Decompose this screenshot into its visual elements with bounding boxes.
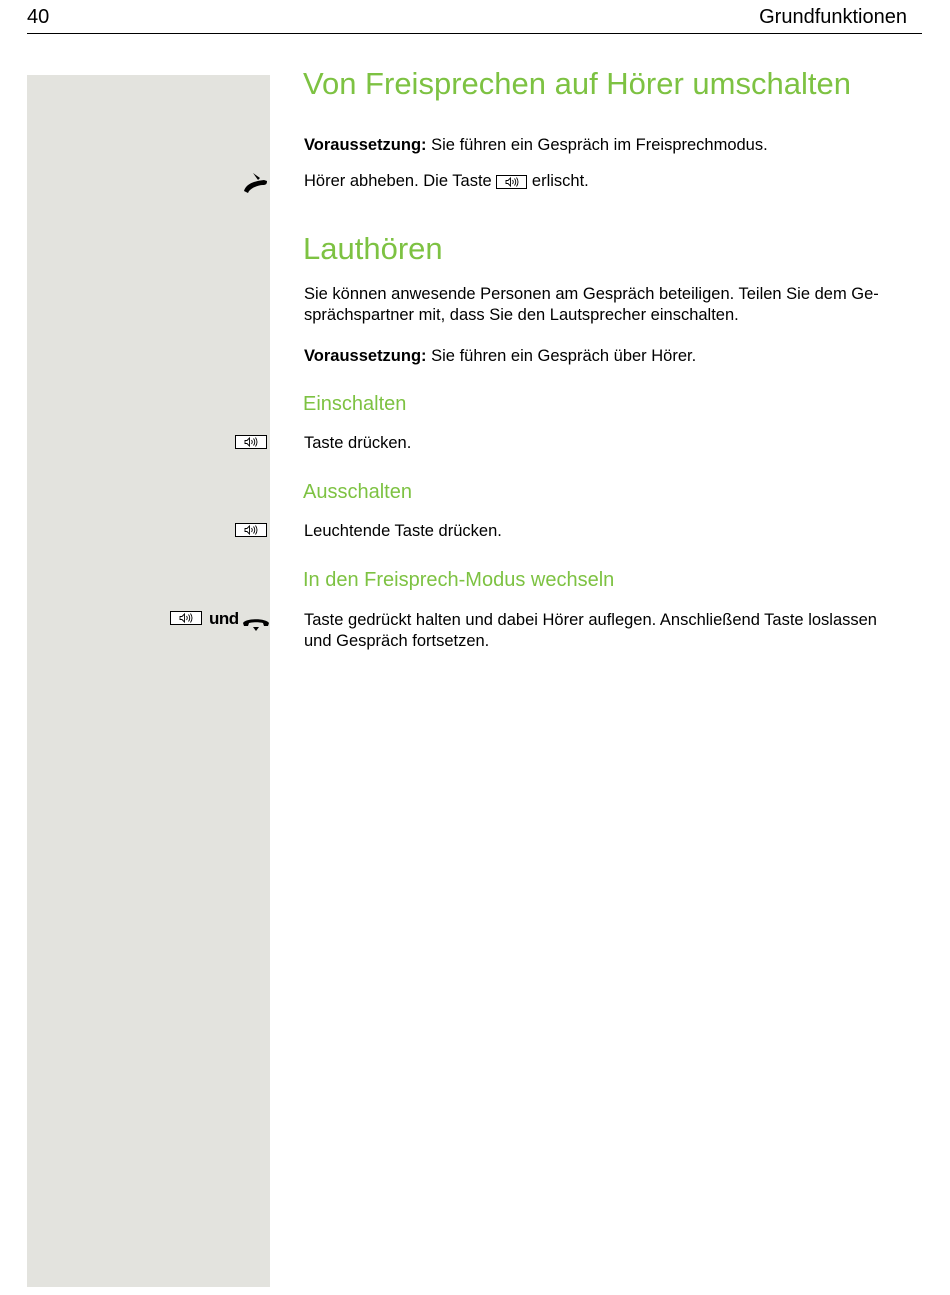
- page-number: 40: [27, 6, 50, 28]
- freisprech-line-2: und Gespräch fortsetzen.: [304, 632, 490, 650]
- handset-lift-icon: [242, 172, 270, 199]
- freisprech-text: [304, 610, 924, 652]
- lauthoeren-intro: [304, 284, 924, 326]
- prerequisite-text: Sie führen ein Gespräch über Hörer.: [426, 347, 697, 365]
- speaker-key-icon: [235, 435, 267, 449]
- action-sidebar: [27, 75, 270, 1287]
- subsection-title-ausschalten: Ausschalten: [303, 481, 412, 503]
- prerequisite-label: Voraussetzung:: [304, 136, 427, 154]
- chapter-title: Grundfunktionen: [759, 6, 907, 28]
- subsection-title-einschalten: Einschalten: [303, 393, 407, 415]
- section-title-freisprechen: Von Freisprechen auf Hörer umschalten: [303, 66, 851, 101]
- handset-hangup-icon: [242, 615, 270, 638]
- prerequisite-1: [304, 135, 924, 156]
- einschalten-text: Taste drücken.: [304, 434, 412, 452]
- step-text-end: erlischt.: [527, 172, 589, 190]
- step-handset-lift: [304, 171, 924, 192]
- prerequisite-label: Voraussetzung:: [304, 347, 427, 365]
- intro-line-1: Sie können anwesende Personen am Gespräch beteiligen. Teilen Sie dem Ge-: [304, 285, 879, 303]
- freisprech-line-1: Taste gedrückt halten und dabei Hörer auflegen. Anschließend Taste loslassen: [304, 611, 877, 629]
- speaker-key-icon: [170, 611, 202, 625]
- header-divider: [27, 33, 922, 34]
- intro-line-2: sprächspartner mit, dass Sie den Lautsprecher einschalten.: [304, 306, 739, 324]
- speaker-key-icon: [235, 523, 267, 537]
- speaker-key-icon: [496, 175, 527, 189]
- ausschalten-text: Leuchtende Taste drücken.: [304, 522, 502, 540]
- step-text-start: Hörer abheben. Die Taste: [304, 172, 497, 190]
- prerequisite-2: [304, 346, 924, 367]
- key-connector-und: und: [209, 609, 239, 628]
- section-title-lauthoeren: Lauthören: [303, 231, 443, 266]
- prerequisite-text: Sie führen ein Gespräch im Freisprechmodus.: [426, 136, 768, 154]
- subsection-title-freisprech-modus: In den Freisprech-Modus wechseln: [303, 569, 615, 591]
